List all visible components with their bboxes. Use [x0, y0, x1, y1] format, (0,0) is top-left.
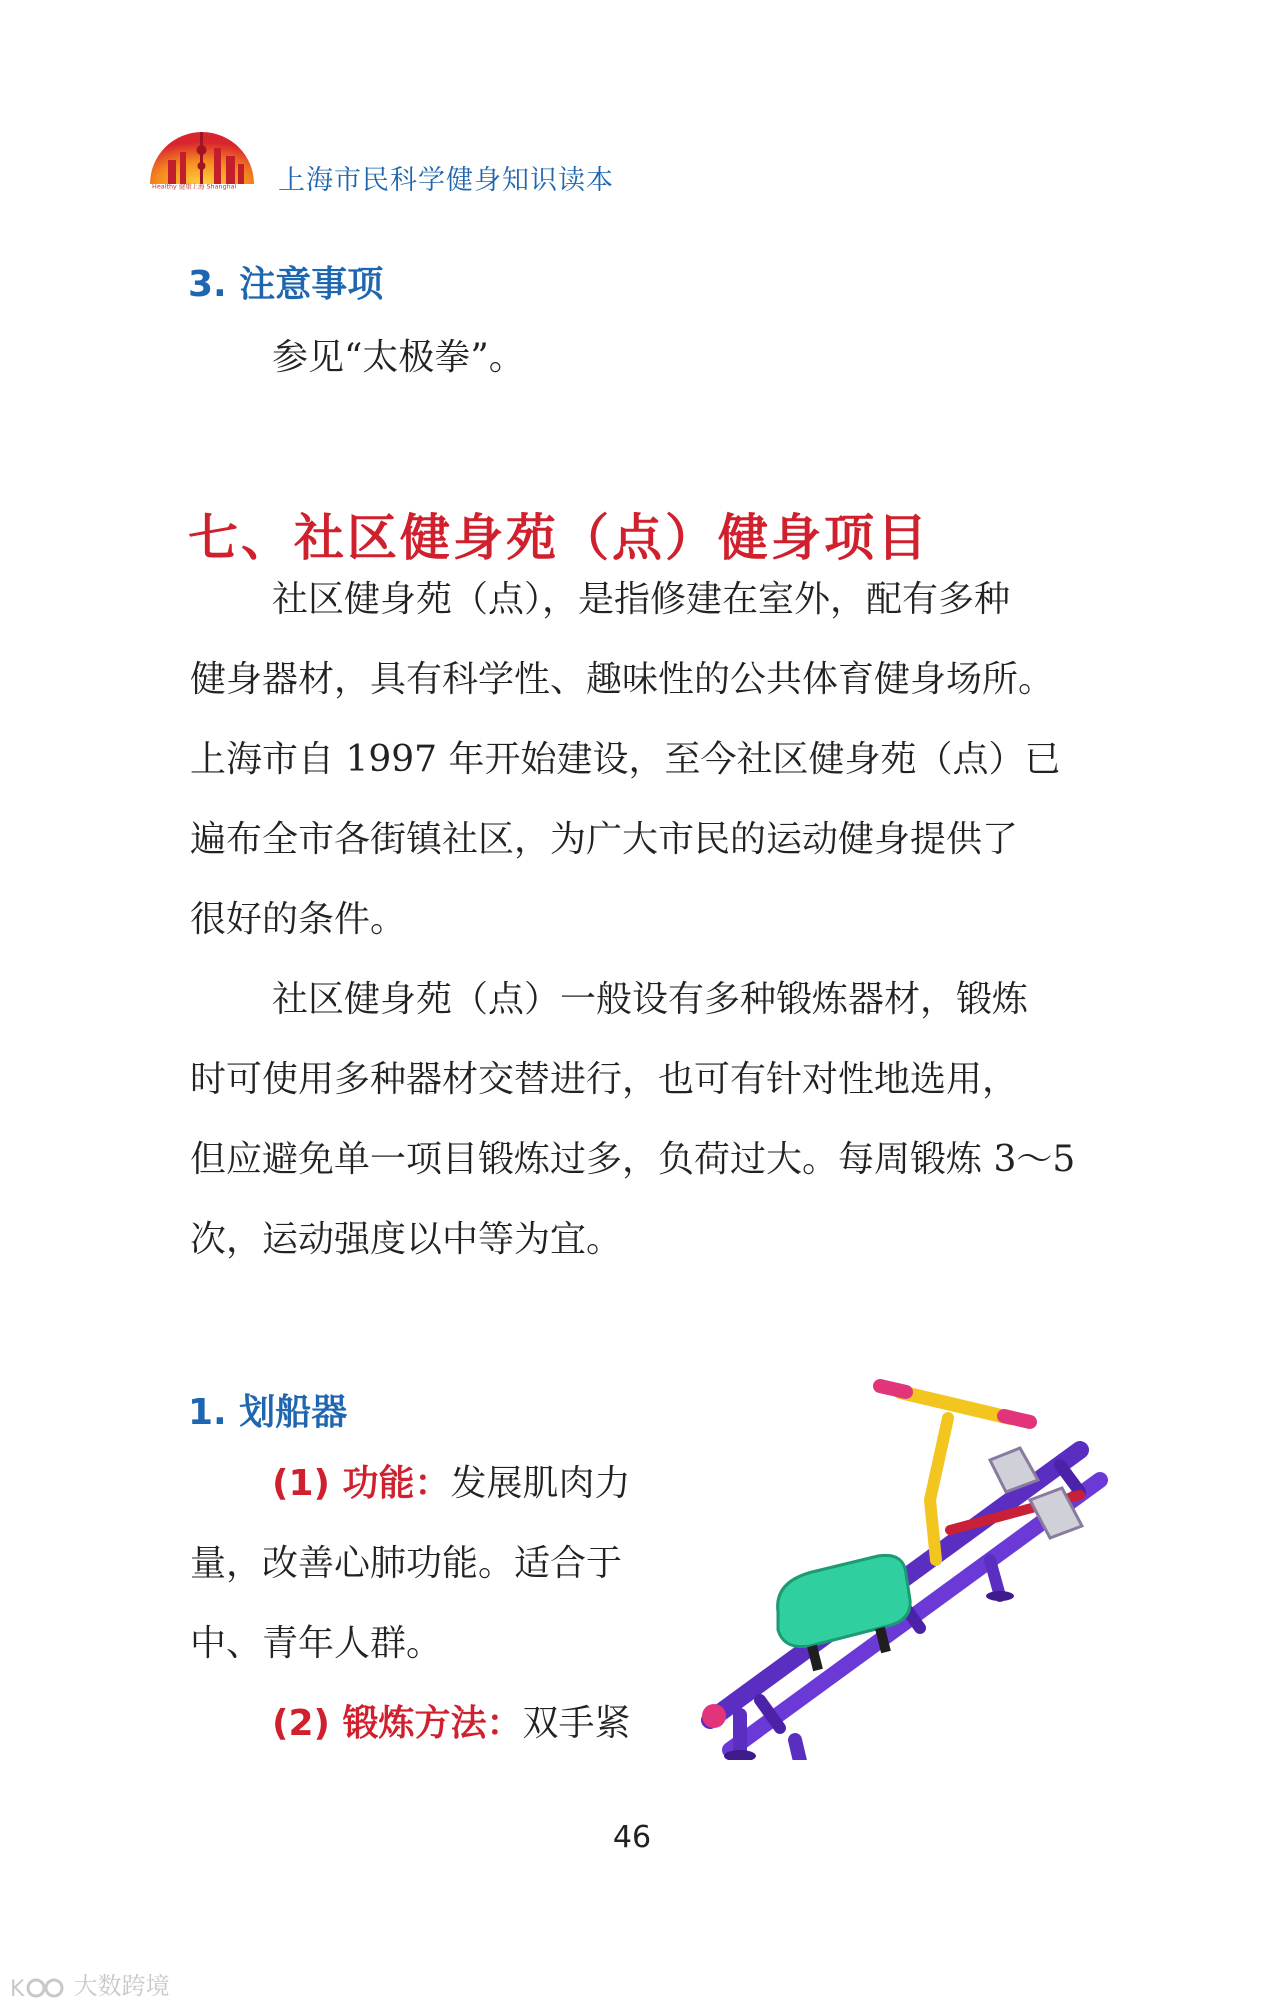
text-line: 次，运动强度以中等为宜。 — [190, 1219, 623, 1260]
watermark-text: 大数跨境 — [73, 1972, 170, 2000]
svg-text:K: K — [10, 1977, 25, 2002]
logo-caption: Healthy 健康上海 Shanghai — [152, 182, 237, 190]
method-label: (2) 锻炼方法： — [272, 1703, 523, 1744]
function-text: 发展肌肉力 — [450, 1463, 631, 1504]
page-number: 46 — [612, 1820, 652, 1855]
method-text: 双手紧 — [522, 1703, 631, 1744]
method-line — [272, 1704, 631, 1744]
function-line — [272, 1464, 631, 1504]
book-title: 上海市民科学健身知识读本 — [278, 165, 614, 196]
function-label: (1) 功能： — [272, 1463, 451, 1504]
text-line: 健身器材，具有科学性、趣味性的公共体育健身场所。 — [190, 659, 1055, 700]
text-line: 但应避免单一项目锻炼过多，负荷过大。每周锻炼 3～5 — [190, 1139, 1076, 1180]
watermark-logo-icon — [10, 1972, 66, 2002]
watermark — [10, 1966, 170, 2000]
page-header — [148, 122, 848, 202]
text-line: 上海市自 1997 年开始建设，至今社区健身苑（点）已 — [190, 739, 1061, 780]
section-3-text: 参见“太极拳”。 — [272, 337, 525, 378]
section-3-heading: 3. 注意事项 — [188, 264, 384, 305]
text-line: 社区健身苑（点），是指修建在室外，配有多种 — [272, 579, 1011, 620]
rowing-heading: 1. 划船器 — [188, 1392, 348, 1433]
text-line: 社区健身苑（点）一般设有多种锻炼器材，锻炼 — [272, 979, 1029, 1020]
rowing-machine-image — [700, 1370, 1120, 1760]
text-line: 时可使用多种器材交替进行，也可有针对性地选用， — [190, 1059, 1019, 1100]
text-line: 遍布全市各街镇社区，为广大市民的运动健身提供了 — [190, 819, 1019, 860]
text-line: 很好的条件。 — [190, 899, 407, 940]
text-line: 量，改善心肺功能。适合于 — [190, 1543, 623, 1584]
healthy-shanghai-logo — [148, 122, 258, 202]
section-7-heading: 七、社区健身苑（点）健身项目 — [188, 508, 930, 567]
text-line: 中、青年人群。 — [190, 1623, 443, 1664]
